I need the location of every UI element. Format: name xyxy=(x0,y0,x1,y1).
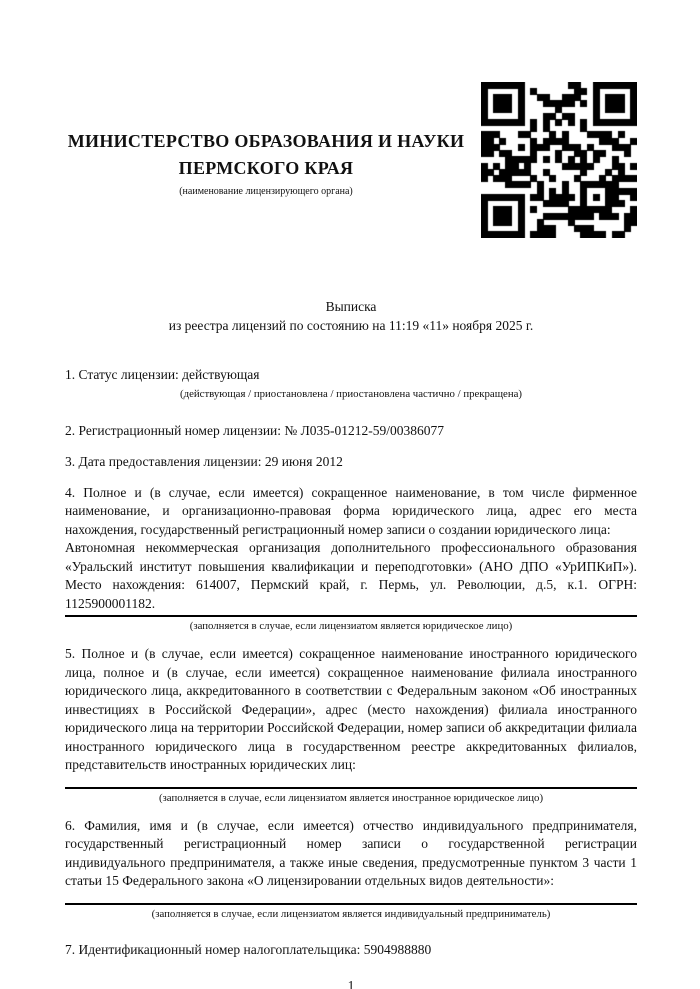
item-5-foreign-entity xyxy=(65,645,637,805)
foreign-entity-caption: (заполняется в случае, если лицензиатом является иностранное юридическое лицо) xyxy=(158,791,544,804)
item-6-individual-entrepreneur xyxy=(65,817,637,921)
empty-value-space xyxy=(65,775,637,785)
item-7-taxpayer-id xyxy=(65,941,637,960)
fill-line xyxy=(65,903,637,905)
fill-line xyxy=(65,615,637,617)
empty-value-space xyxy=(65,891,637,901)
ministry-name-line2: ПЕРМСКОГО КРАЯ xyxy=(178,158,354,178)
entrepreneur-text: 6. Фамилия, имя и (в случае, если имеется) отчество индивидуального предпринимателя, государственный регистрационный номер записи о государственной регистрации индивидуального предпринимателя, а также иные сведения, предусмотренные пунктом 3 части 1 статьи 15 Федерального закона «О лицензировании отдельных видов деятельности»: xyxy=(65,817,637,888)
item-4-legal-entity xyxy=(65,484,637,634)
ministry-name xyxy=(65,128,467,182)
qr-code-image xyxy=(481,82,637,238)
item-2-registration-number xyxy=(65,422,637,441)
entrepreneur-caption: (заполняется в случае, если лицензиатом является индивидуальный предприниматель) xyxy=(151,907,551,920)
item-3-grant-date xyxy=(65,453,637,472)
foreign-entity-text: 5. Полное и (в случае, если имеется) сокращенное наименование иностранного юридического лица, полное и (в случае, если имеется) сокращенное наименование филиала иностранного юридического лица, аккредитованного в соответствии с Федеральным законом «Об иностранных инвестициях в Российской Федерации», адрес (место нахождения) филиала иностранного юридического лица на территории Российской Федерации, номер записи об аккредитации филиала иностранного юридического лица в государственном реестре аккредитованных филиалов, представительств иностранных юридических лиц: xyxy=(65,646,637,772)
legal-entity-value: Автономная некоммерческая организация дополнительного профессионального образования «Уральский институт повышения квалификации и переподготовки» (АНО ДПО «УрИПКиП»). Место нахождения: 614007, Пермский край, г. Пермь, ул. Революции, д.5, к.1. ОГРН: 1125900001182. xyxy=(65,540,637,611)
taxpayer-id-text: 7. Идентификационный номер налогоплательщика: 5904988880 xyxy=(65,941,432,957)
registration-number-text: 2. Регистрационный номер лицензии: № Л035-01212-59/00386077 xyxy=(65,422,445,438)
ministry-name-line1: МИНИСТЕРСТВО ОБРАЗОВАНИЯ И НАУКИ xyxy=(67,131,465,151)
license-status-hint: (действующая / приостановлена / приостановлена частично / прекращена) xyxy=(180,387,522,400)
legal-entity-text: 4. Полное и (в случае, если имеется) сокращенное наименование, в том числе фирменное наименование, и организационно-правовая форма юридического лица, адрес его места нахождения, государственный регистрационный номер записи о создании юридического лица: xyxy=(65,484,637,537)
qr-code xyxy=(481,82,637,238)
document-title: Выписка xyxy=(325,299,377,314)
legal-entity-caption: (заполняется в случае, если лицензиатом является юридическое лицо) xyxy=(189,620,513,632)
license-status-text: 1. Статус лицензии: действующая xyxy=(65,367,260,382)
licensing-authority-block xyxy=(65,0,467,198)
item-1-license-status xyxy=(65,366,637,401)
licensing-authority-caption: (наименование лицензирующего органа) xyxy=(179,186,353,197)
page-number: 1 xyxy=(347,978,355,989)
document-subtitle: из реестра лицензий по состоянию на 11:19 «11» ноября 2025 г. xyxy=(168,317,534,333)
fill-line xyxy=(65,787,637,789)
document-header xyxy=(65,0,637,238)
grant-date-text: 3. Дата предоставления лицензии: 29 июня 2012 xyxy=(65,454,343,469)
